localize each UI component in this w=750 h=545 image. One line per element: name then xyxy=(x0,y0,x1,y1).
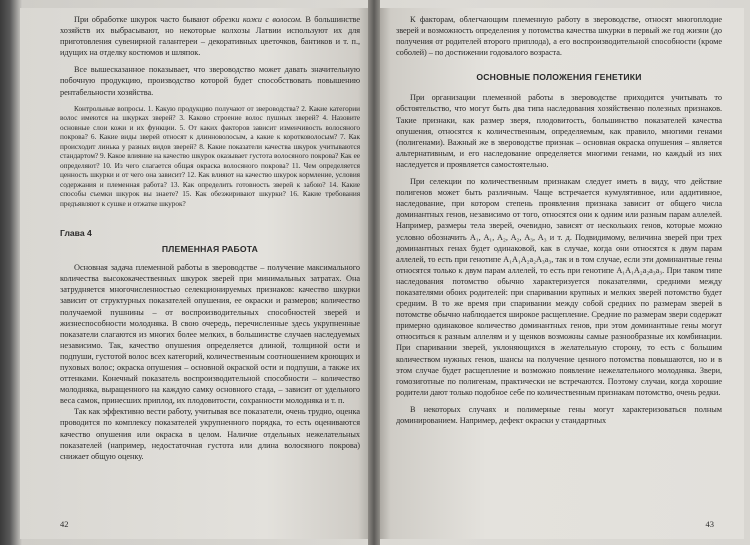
control-questions: Контрольные вопросы. 1. Какую продукцию получают от звероводства? 2. Какие категории волос имеются на шкурках зверей? 3. Каково строение волос пушных зверей? 4. Назовите основные слои кожи и их функции. 5. От каких факторов зависит изменчивость волосяного покрова? 6. Какие виды зверей относят к длинноволосым, а какие к коротковолосым? 7. Как происходит линька у разных видов зверей? 8. Какие показатели качества шкурок учитываются стандартом? 9. Какое влияние на качество шкурок оказывает густота волосяного покрова? Как ее определяют? 10. Из чего слагается общая окраска волосяного покрова? 11. Чем определяется ценность шкурки и от чего она зависит? 12. Как влияют на качество шкурок кормление, условия содержания и племенная работа? 13. Как определить готовность зверей к забою? 14. Какие способы съемки шкурок вы знаете? 15. Как обезжиривают шкурки? 16. Какие требования предъявляют к сушке и отжатке шкурок? xyxy=(60,103,360,208)
left-text-column xyxy=(60,14,360,521)
chapter-title: Глава 4 xyxy=(60,228,92,239)
emphasis-offcuts: обрезки кожи с волосом. xyxy=(212,15,302,24)
book-gutter xyxy=(368,0,380,545)
section-heading-breeding: ПЛЕМЕННАЯ РАБОТА xyxy=(161,244,259,255)
paragraph-main-task: Основная задача племенной работы в звероводстве – получение максимального количества высококачественных шкурок зверей при минимальных затратах. Она затрудняется многочисленностью селекционируемых признаков: качество шкурки зависит от структурных показателей опушения, ее окраски и размеров; количество получаемой пушнины – от воспроизводительных способностей зверей и жизнеспособности молодняка. В свою очередь, перечисленные здесь укрупненные показатели слагаются из многих более мелких, в большинстве случаев наследуемых независимо. Так, качество опушения определяется длиной, толщиной ости и подпуши, густотой волос всех категорий, количественным соотношением кроющих и пуховых волос; окраска опушения – основной окраской ости и подпуши, а также их оттенками. Конечный показатель воспроизводительной способности – количество молодняка, выращенного на каждую самку основного стада, – зависит от удельного веса самок, принесших приплод, их плодовитости, сохранности молодняка и т. п. xyxy=(60,263,360,406)
page-number-right: 43 xyxy=(705,519,714,529)
left-page xyxy=(20,8,372,539)
right-text-column xyxy=(396,14,722,521)
paragraph-evaluation: Так как эффективно вести работу, учитывая все показатели, очень трудно, оценка проводится по комплексу показателей укрупненного порядка, то есть оцениваются качество опушения или окраска в целом. Наличие отдельных нежелательных показателей (например, недостаточная густота или длина волосяного покрова) снижает общую оценку. xyxy=(60,407,360,461)
right-page xyxy=(376,8,744,539)
paragraph-dominance: В некоторых случаях и полимерные гены могут характеризоваться полным доминированием. Например, дефект окраски у стандартных xyxy=(396,404,722,425)
paragraph-polygenes: При селекции по количественным признакам следует иметь в виду, что действие полигенов может быть различным. Чаще встречается кумулятивное, или аддитивное, наследование, при котором степень проявления признака зависит от общего числа доминантных генов, независимо от того, относятся они к одним или разным парам аллелей. Например, размеры тела зверей, очевидно, зависят от нескольких генов, которые можно условно обозначить A₁, A₁, A₂, A₂, A₃, A₃ и т. д. Подвидимому, величина зверей при трех доминантных генах будет одинаковой, как в случае, когда они относятся к двум парам аллелей, то есть при генотипе A₁A₁A₂a₂A₃a₃, так и в том случае, если эти доминантные гены относятся только к двум парам аллелей, то есть при генотипе A₁A₁A₂a₂a₃a₃. При таком типе наследования потомство обычно характеризуется показателями, средними между показателями обоих родителей: при спаривании крупных и мелких зверей потомство будет средним. В то же время при спаривании между собой средних по размерам зверей в потомстве обычно наблюдается широкое расщепление. Средние по размерам звери содержат примерно одинаковое количество доминантных генов, при этом доминантные гены могут относиться к разным аллелям и у щенков возможны самые разнообразные их комбинации. При спаривании зверей, уклоняющихся в желательную сторону, то есть с большим количеством нужных генов, шансы на получение ценного потомства повышаются, но и в этом случае будет расщепление и возможно появление нежелательного молодняка. Звери, гомозиготные по полигенам, практически не встречаются. Поэтому случаи, когда хорошие родители дают только подобное себе по количественным признакам потомство, очень редки. xyxy=(396,177,722,397)
page-number-left: 42 xyxy=(60,519,69,529)
section-heading-genetics: ОСНОВНЫЕ ПОЛОЖЕНИЯ ГЕНЕТИКИ xyxy=(476,72,642,83)
paragraph-byproducts: Все вышесказанное показывает, что звероводство может давать значительную побочную продукцию, производство которой будет способствовать повышению рентабельности хозяйства. xyxy=(60,65,360,97)
paragraph-offcuts: При обработке шкурок часто бывают обрезки кожи с волосом. В большинстве хозяйств их выбрасывают, но некоторые колхозы Латвии используют их для приготовления сувенирной галантереи – декоративных цветочков, бантиков и т. п., идущих на отделку костюмов и шляпок. xyxy=(60,15,360,58)
paragraph-inheritance-types: При организации племенной работы в звероводстве приходится учитывать то обстоятельство, что могут быть два типа наследования хозяйственно полезных признаков. Такие признаки, как размер зверя, плодовитость, большинство показателей качества опушения, относятся к количественным, определяемым, как правило, многими генами (полигенами). Важный же в звероводстве признак – основная окраска опушения – является альтернативным, и его наследование определяется многими генами, но каждый из них наследуется и проявляется самостоятельно. xyxy=(396,93,722,169)
paragraph-factors: К факторам, облегчающим племенную работу в звероводстве, относят многоплодие зверей и возможность определения у потомства качества шкурки в первый же год жизни (до получения от родителей второго приплода), а его воспроизводительной способности (кроме соболей) – по достижении годовалого возраста. xyxy=(396,15,722,58)
